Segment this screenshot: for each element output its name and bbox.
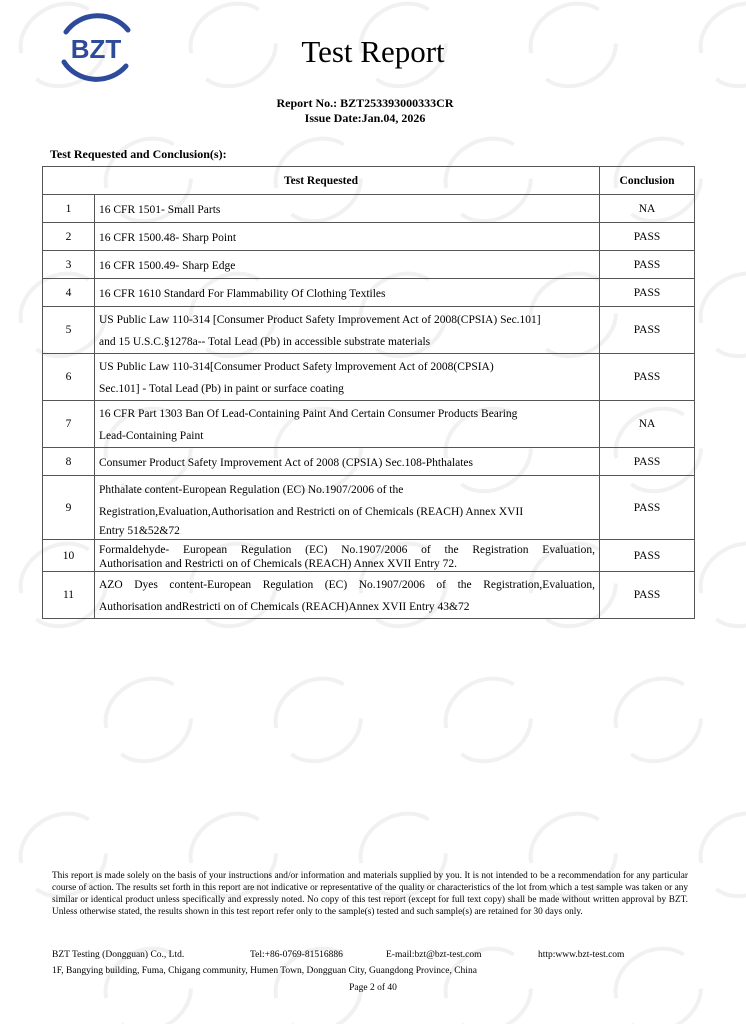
table-row [43, 354, 695, 401]
test-results-table [42, 166, 695, 619]
table-row [43, 279, 695, 307]
row-text-line: Lead-Containing Paint [99, 430, 204, 442]
row-number: 2 [43, 223, 95, 251]
page-title: Test Report [301, 34, 445, 69]
row-conclusion: PASS [600, 354, 695, 401]
row-test-requested [95, 476, 600, 540]
bzt-watermark-icon [93, 936, 202, 1024]
row-number: 10 [43, 540, 95, 572]
table-row [43, 307, 695, 354]
table-row [43, 448, 695, 476]
row-test-requested: 16 CFR 1610 Standard For Flammability Of Clothing Textiles [95, 279, 600, 307]
row-text-line: Formaldehyde- European Regulation (EC) No.1907/2006 of the Registration Evaluation, [99, 543, 596, 556]
table-row [43, 223, 695, 251]
bzt-watermark-icon [93, 666, 202, 775]
bzt-watermark-icon [603, 936, 712, 1024]
row-test-requested: 16 CFR 1500.48- Sharp Point [95, 223, 600, 251]
bzt-watermark-icon [433, 666, 542, 775]
row-number: 4 [43, 279, 95, 307]
row-test-requested [95, 572, 600, 619]
table-row [43, 401, 695, 448]
bzt-watermark-icon [688, 801, 746, 910]
row-conclusion: PASS [600, 223, 695, 251]
row-test-requested [95, 540, 600, 572]
row-conclusion: PASS [600, 540, 695, 572]
row-conclusion: PASS [600, 307, 695, 354]
row-text-line: Registration,Evaluation,Authorisation and Restricti on of Chemicals (REACH) Annex XVII [99, 505, 524, 518]
header-test-requested: Test Requested [43, 167, 600, 195]
bzt-watermark-icon [688, 261, 746, 370]
bzt-watermark-icon [263, 936, 372, 1024]
row-number: 7 [43, 401, 95, 448]
table-row [43, 572, 695, 619]
report-number: Report No.: BZT253393000333CR [276, 96, 454, 110]
row-text-line: Sec.101] - Total Lead (Pb) in paint or surface coating [99, 383, 344, 395]
row-test-requested [95, 354, 600, 401]
row-text-line: 16 CFR Part 1303 Ban Of Lead-Containing Paint And Certain Consumer Products Bearing [99, 408, 518, 420]
contact-tel: Tel:+86-0769-81516886 [250, 950, 343, 960]
contact-email: E-mail:bzt@bzt-test.com [386, 950, 482, 960]
row-conclusion: PASS [600, 251, 695, 279]
header-conclusion: Conclusion [600, 167, 695, 195]
bzt-watermark-icon [603, 666, 712, 775]
table-row [43, 195, 695, 223]
row-conclusion: PASS [600, 572, 695, 619]
table-row [43, 251, 695, 279]
row-number: 3 [43, 251, 95, 279]
row-number: 8 [43, 448, 95, 476]
issue-date: Issue Date:Jan.04, 2026 [304, 111, 426, 125]
bzt-watermark-icon [263, 666, 372, 775]
row-conclusion: NA [600, 401, 695, 448]
bzt-watermark-icon [433, 936, 542, 1024]
section-heading: Test Requested and Conclusion(s): [50, 147, 227, 161]
row-test-requested: 16 CFR 1500.49- Sharp Edge [95, 251, 600, 279]
row-test-requested [95, 401, 600, 448]
row-number: 9 [43, 476, 95, 540]
row-conclusion: PASS [600, 279, 695, 307]
contact-web: http:www.bzt-test.com [538, 950, 625, 960]
row-text-line: AZO Dyes content-European Regulation (EC) No.1907/2006 of the Registration,Evaluation, [99, 579, 596, 591]
row-conclusion: PASS [600, 476, 695, 540]
row-text-line: Authorisation andRestricti on of Chemicals (REACH)Annex XVII Entry 43&72 [99, 601, 470, 613]
table-header-row [43, 167, 695, 195]
disclaimer-text: This report is made solely on the basis of your instructions and/or information and materials supplied by you. It is not intended to be a recommendation for any particular course of action. The results set forth in this report are not indicative or representative of the quality or characteristics of the lot from which a test sample was taken or any similar or identical product unless specifically and expressly noted. No copy of this test report (except for full text copy) shall be made without written approval by BZT. Unless otherwise stated, the results shown in this test report refer only to the sample(s) tested and such sample(s) are retained for 30 days only. [52, 871, 688, 917]
row-text-line: US Public Law 110-314[Consumer Product Safety lmprovement Act of 2008(CPSIA) [99, 361, 494, 373]
row-number: 6 [43, 354, 95, 401]
row-text-line: US Public Law 110-314 [Consumer Product Safety Improvement Act of 2008(CPSIA) Sec.101] [99, 314, 541, 326]
row-number: 11 [43, 572, 95, 619]
table-row [43, 540, 695, 572]
row-conclusion: PASS [600, 448, 695, 476]
row-number: 1 [43, 195, 95, 223]
row-test-requested [95, 307, 600, 354]
company-address: 1F, Bangying building, Fuma, Chigang community, Humen Town, Dongguan City, Guangdong Province, China [52, 966, 477, 976]
row-text-line: Entry 51&52&72 [99, 524, 180, 537]
row-test-requested: 16 CFR 1501- Small Parts [95, 195, 600, 223]
row-number: 5 [43, 307, 95, 354]
table-row [43, 476, 695, 540]
row-text-line: and 15 U.S.C.§1278a-- Total Lead (Pb) in accessible substrate materials [99, 336, 431, 348]
row-text-line: Phthalate content-European Regulation (EC) No.1907/2006 of the [99, 483, 404, 496]
row-text-line: Authorisation and Restricti on of Chemicals (REACH) Annex XVII Entry 72. [99, 557, 458, 570]
logo-text: BZT [70, 34, 122, 64]
page-number: Page 2 of 40 [349, 983, 397, 993]
company-name: BZT Testing (Dongguan) Co., Ltd. [52, 950, 185, 960]
row-conclusion: NA [600, 195, 695, 223]
bzt-watermark-icon [688, 531, 746, 640]
row-test-requested: Consumer Product Safety Improvement Act of 2008 (CPSIA) Sec.108-Phthalates [95, 448, 600, 476]
